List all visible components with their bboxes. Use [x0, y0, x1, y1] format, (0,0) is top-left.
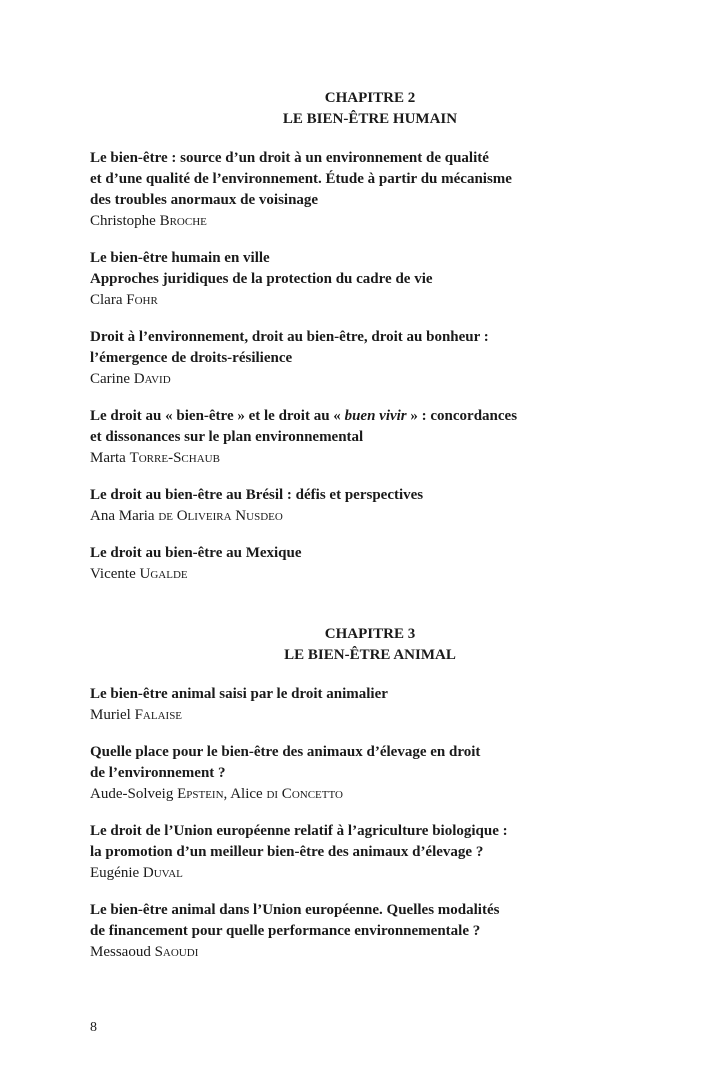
title-line: l’émergence de droits-résilience	[90, 350, 293, 366]
entry-title	[90, 742, 650, 784]
title-line: la promotion d’un meilleur bien-être des animaux d’élevage ?	[90, 844, 484, 860]
author-first-name: Muriel	[90, 707, 135, 723]
author-first-name: Christophe	[90, 213, 160, 229]
toc-entry	[90, 684, 650, 725]
entry-title	[90, 406, 650, 448]
entry-title	[90, 684, 650, 705]
author-last-name: David	[133, 371, 171, 387]
title-line: Le bien-être : source d’un droit à un environnement de qualité	[90, 150, 489, 166]
entry-author	[90, 705, 650, 725]
author-first-name: Carine	[90, 371, 134, 387]
entry-title	[90, 821, 650, 863]
toc-entry	[90, 543, 650, 584]
author-last-name: Fohr	[126, 292, 158, 308]
author-first-name: Marta	[90, 450, 130, 466]
title-italic-text: buen vivir	[344, 408, 407, 424]
author-first-name: Aude-Solveig	[90, 786, 178, 802]
entry-title	[90, 248, 650, 290]
author-first-name: Eugénie	[90, 865, 143, 881]
chapter-label: CHAPITRE 3	[324, 626, 416, 642]
author-last-name: Duval	[142, 865, 183, 881]
title-text: » : concordances	[406, 408, 518, 424]
entry-author	[90, 863, 650, 883]
entry-title	[90, 485, 650, 506]
toc-entry	[90, 248, 650, 310]
toc-entry	[90, 485, 650, 526]
title-line: Le droit au bien-être au Brésil : défis et perspectives	[90, 487, 424, 503]
chapter-2-header	[90, 88, 650, 130]
title-line: Le bien-être animal dans l’Union européenne. Quelles modalités	[90, 902, 500, 918]
entry-author	[90, 564, 650, 584]
title-line: Le droit de l’Union européenne relatif à l’agriculture biologique :	[90, 823, 508, 839]
title-line: Droit à l’environnement, droit au bien-être, droit au bonheur :	[90, 329, 489, 345]
author-last-name: Saoudi	[154, 944, 199, 960]
title-line: des troubles anormaux de voisinage	[90, 192, 319, 208]
toc-entry	[90, 148, 650, 231]
toc-entry	[90, 821, 650, 883]
page-number: 8	[90, 1020, 97, 1035]
author-first-name: Messaoud	[90, 944, 155, 960]
title-line: Approches juridiques de la protection du cadre de vie	[90, 271, 433, 287]
author-separator: ,	[223, 786, 231, 802]
table-of-contents	[90, 88, 650, 979]
chapter-3-header	[90, 624, 650, 666]
chapter-heading: LE BIEN-ÊTRE ANIMAL	[284, 647, 456, 663]
title-text: Le droit au « bien-être » et le droit au «	[90, 408, 345, 424]
entry-author	[90, 942, 650, 962]
title-line: de l’environnement ?	[90, 765, 226, 781]
title-line	[90, 406, 650, 427]
title-line: de financement pour quelle performance environnementale ?	[90, 923, 481, 939]
author-first-name: Alice	[230, 786, 267, 802]
entry-author	[90, 784, 650, 804]
chapter-label: CHAPITRE 2	[324, 90, 416, 106]
author-last-name: di Concetto	[266, 786, 343, 802]
entry-title	[90, 543, 650, 564]
toc-entry	[90, 900, 650, 962]
title-line: Le bien-être animal saisi par le droit animalier	[90, 686, 388, 702]
entry-author	[90, 369, 650, 389]
author-last-name: Falaise	[134, 707, 183, 723]
entry-author	[90, 211, 650, 231]
entry-author	[90, 448, 650, 468]
title-line: Le bien-être humain en ville	[90, 250, 270, 266]
author-last-name: Broche	[159, 213, 207, 229]
author-last-name: Ugalde	[139, 566, 188, 582]
author-first-name: Clara	[90, 292, 127, 308]
title-line: Le droit au bien-être au Mexique	[90, 545, 302, 561]
author-first-name: Ana Maria	[90, 508, 159, 524]
toc-entry	[90, 742, 650, 804]
title-line: et dissonances sur le plan environnemental	[90, 429, 364, 445]
author-last-name: Epstein	[177, 786, 224, 802]
author-last-name: de Oliveira Nusdeo	[158, 508, 283, 524]
entry-author	[90, 290, 650, 310]
entry-title	[90, 148, 650, 211]
title-line: Quelle place pour le bien-être des animaux d’élevage en droit	[90, 744, 481, 760]
chapter-heading: LE BIEN-ÊTRE HUMAIN	[282, 111, 458, 127]
author-first-name: Vicente	[90, 566, 140, 582]
title-line: et d’une qualité de l’environnement. Étude à partir du mécanisme	[90, 171, 512, 187]
toc-entry	[90, 327, 650, 389]
entry-title	[90, 900, 650, 942]
entry-title	[90, 327, 650, 369]
author-last-name: Torre-Schaub	[129, 450, 220, 466]
entry-author	[90, 506, 650, 526]
toc-entry	[90, 406, 650, 468]
